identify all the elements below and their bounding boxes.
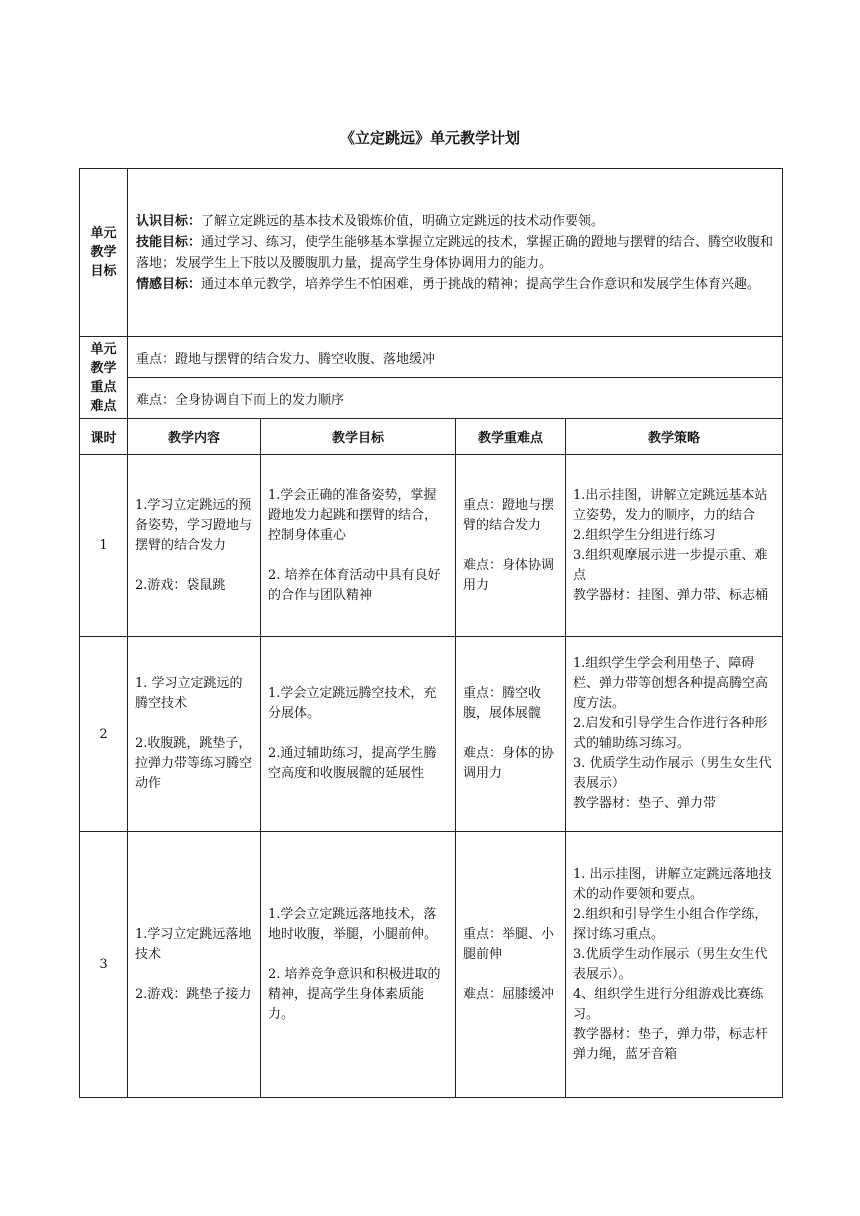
lesson-strategy: 1.组织学生学会利用垫子、障碍栏、弹力带等创想各种提高腾空高度方法。 2.启发和引导学生合作进行各种形式的辅助练习练习。 3. 优质学生动作展示（男生女生代表展示） 教学器材：垫子、弹力带 (566, 637, 783, 832)
header-strategy: 教学策略 (566, 419, 783, 455)
lesson-keypoints: 重点：腾空收腹，展体展髋 难点：身体的协调用力 (456, 637, 566, 832)
lesson-content: 1.学习立定跳远落地技术 2.游戏：跳垫子接力 (128, 832, 261, 1098)
lesson-content: 1. 学习立定跳远的腾空技术 2.收腹跳，跳垫子，拉弹力带等练习腾空动作 (128, 637, 261, 832)
key-point-text: 重点：蹬地与摆臂的结合发力、腾空收腹、落地缓冲 (128, 337, 783, 378)
lesson-strategy: 1.出示挂图，讲解立定跳远基本站立姿势，发力的顺序，力的结合 2.组织学生分组进行练习 3.组织观摩展示进一步提示重、难点 教学器材：挂图、弹力带、标志桶 (566, 455, 783, 637)
lesson-objectives: 1.学会立定跳远腾空技术，充分展体。 2.通过辅助练习，提高学生腾空高度和收腹展髋的延展性 (261, 637, 456, 832)
lesson-keypoints: 重点：蹬地与摆臂的结合发力 难点：身体协调用力 (456, 455, 566, 637)
unit-goals-row (80, 169, 783, 337)
header-lesson: 课时 (80, 419, 128, 455)
header-content: 教学内容 (128, 419, 261, 455)
skill-goal: 技能目标：通过学习、练习，使学生能够基本掌握立定跳远的技术，掌握正确的蹬地与摆臂的结合、腾空收腹和落地；发展学生上下肢以及腰腹肌力量，提高学生身体协调用力的能力。 (136, 234, 774, 271)
lesson-objectives: 1.学会正确的准备姿势，掌握蹬地发力起跳和摆臂的结合，控制身体重心 2. 培养在体育活动中具有良好的合作与团队精神 (261, 455, 456, 637)
document-title: 《立定跳远》单元教学计划 (339, 129, 520, 147)
lesson-objectives: 1.学会立定跳远落地技术，落地时收腹，举腿，小腿前伸。 2. 培养竞争意识和积极进取的精神，提高学生身体素质能力。 (261, 832, 456, 1098)
lesson-number: 1 (80, 455, 128, 637)
lesson-row (80, 455, 783, 637)
cognitive-goal: 认识目标：了解立定跳远的基本技术及锻炼价值，明确立定跳远的技术动作要领。 (136, 213, 605, 229)
unit-plan-table (79, 168, 783, 1098)
unit-goals-content (128, 169, 783, 337)
header-objectives: 教学目标 (261, 419, 456, 455)
lesson-strategy: 1. 出示挂图，讲解立定跳远落地技术的动作要领和要点。 2.组织和引导学生小组合作学练，探讨练习重点。 3.优质学生动作展示（男生女生代表展示）。 4、组织学生进行分组游戏比赛练习。 教学器材：垫子，弹力带，标志杆弹力绳，蓝牙音箱 (566, 832, 783, 1098)
unit-goals-label: 单元 教学 目标 (80, 169, 128, 337)
header-keypoints: 教学重难点 (456, 419, 566, 455)
keypoints-label: 单元 教学 重点 难点 (80, 337, 128, 419)
difficulty-row (80, 378, 783, 419)
lesson-number: 2 (80, 637, 128, 832)
key-point-row (80, 337, 783, 378)
table-header-row (80, 419, 783, 455)
lesson-number: 3 (80, 832, 128, 1098)
difficulty-text: 难点：全身协调自下而上的发力顺序 (128, 378, 783, 419)
lesson-content: 1.学习立定跳远的预备姿势，学习蹬地与摆臂的结合发力 2.游戏：袋鼠跳 (128, 455, 261, 637)
lesson-row (80, 637, 783, 832)
lesson-row (80, 832, 783, 1098)
lesson-keypoints: 重点：举腿、小腿前伸 难点：屈膝缓冲 (456, 832, 566, 1098)
affective-goal: 情感目标：通过本单元教学，培养学生不怕困难，勇于挑战的精神；提高学生合作意识和发展学生体育兴趣。 (136, 276, 761, 292)
